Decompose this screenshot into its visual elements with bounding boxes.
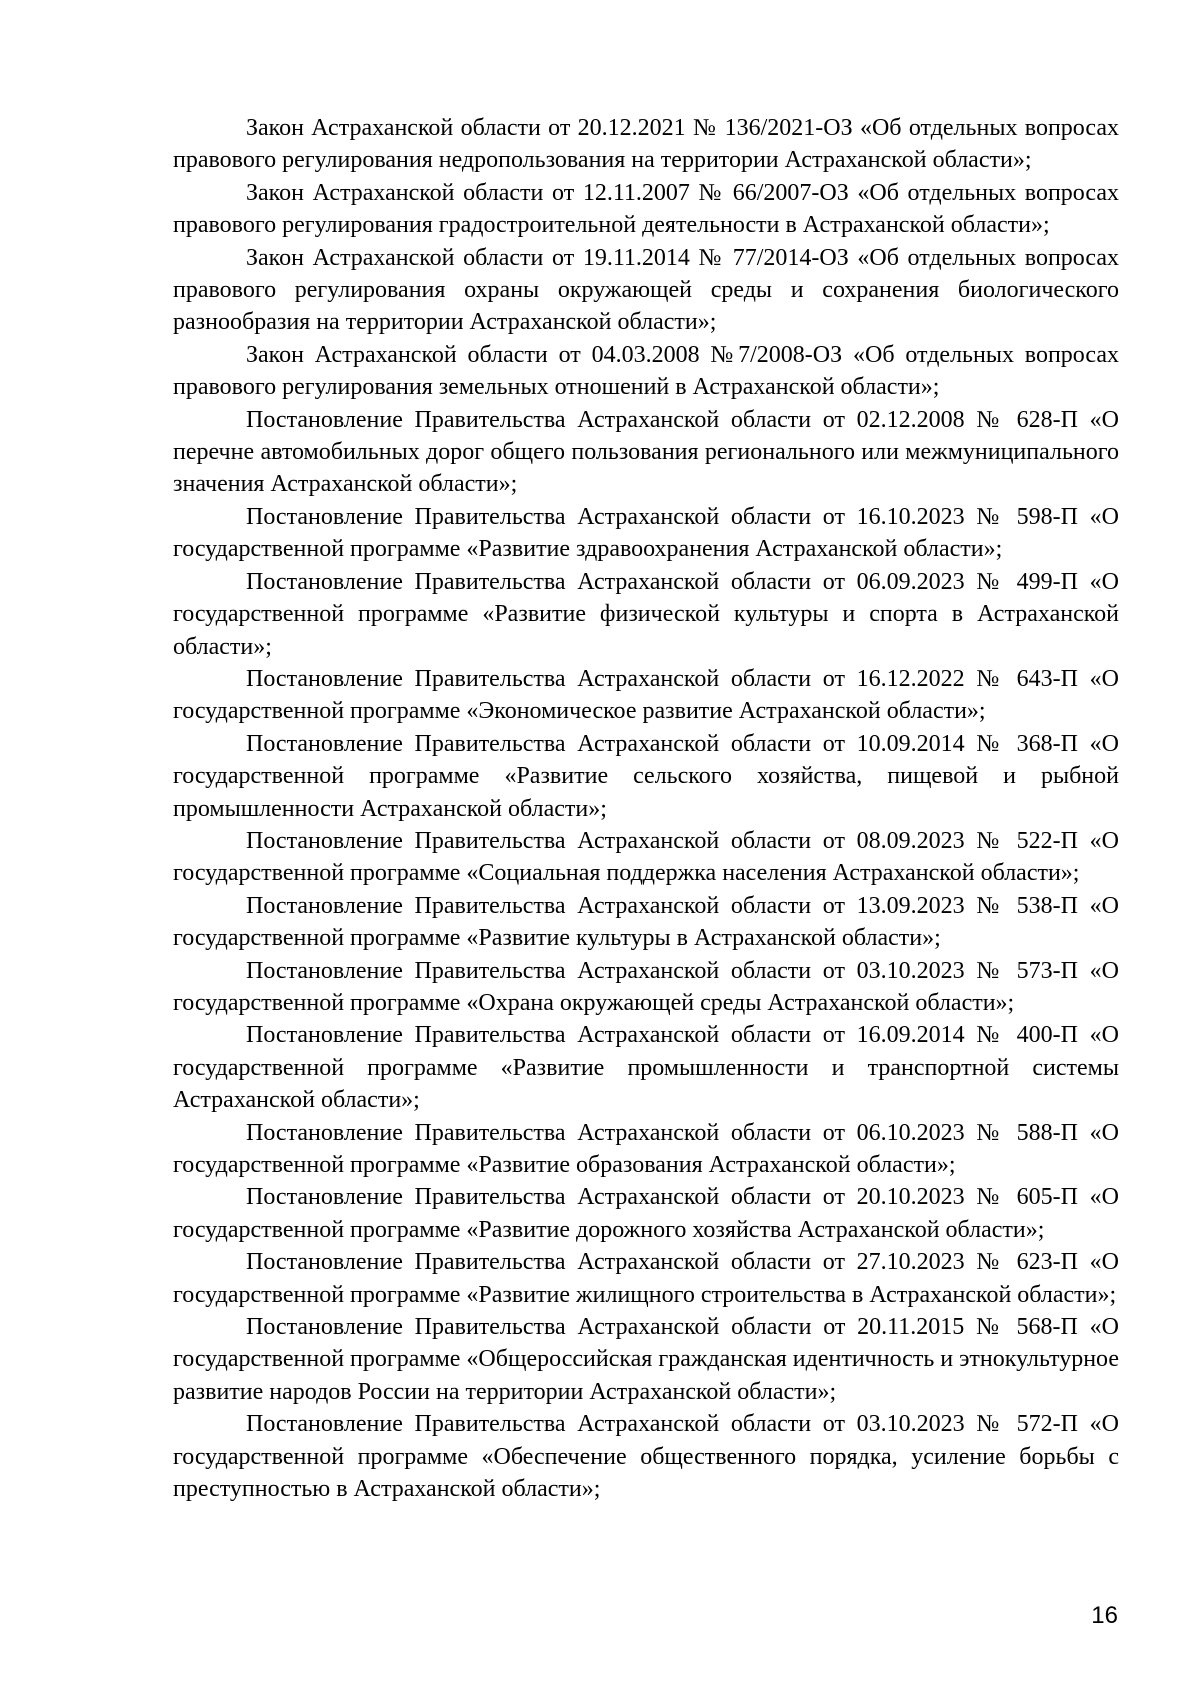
resolution-paragraph: Постановление Правительства Астраханской области от 08.09.2023 № 522-П «О государственной программе «Социальная поддержка населения Астраханской области»;: [173, 827, 1119, 887]
resolution-paragraph: Постановление Правительства Астраханской области от 16.12.2022 № 643-П «О государственной программе «Экономическое развитие Астраханской области»;: [173, 665, 1119, 725]
resolution-paragraph: Постановление Правительства Астраханской области от 06.09.2023 № 499-П «О государственной программе «Развитие физической культуры и спорта в Астраханской области»;: [173, 568, 1119, 660]
document-body: [173, 112, 1119, 1505]
resolution-paragraph: Постановление Правительства Астраханской области от 16.10.2023 № 598-П «О государственной программе «Развитие здравоохранения Астраханской области»;: [173, 503, 1119, 563]
resolution-paragraph: Постановление Правительства Астраханской области от 16.09.2014 № 400-П «О государственной программе «Развитие промышленности и транспортной системы Астраханской области»;: [173, 1022, 1119, 1114]
law-paragraph: Закон Астраханской области от 04.03.2008 №7/2008-ОЗ «Об отдельных вопросах правового регулирования земельных отношений в Астраханской области»;: [173, 341, 1119, 401]
resolution-paragraph: Постановление Правительства Астраханской области от 13.09.2023 № 538-П «О государственной программе «Развитие культуры в Астраханской области»;: [173, 892, 1119, 952]
law-paragraph: Закон Астраханской области от 19.11.2014 № 77/2014-ОЗ «Об отдельных вопросах правового регулирования охраны окружающей среды и сохранения биологического разнообразия на территории Астраханской области»;: [173, 244, 1119, 336]
resolution-paragraph: Постановление Правительства Астраханской области от 03.10.2023 № 572-П «О государственной программе «Обеспечение общественного порядка, усиление борьбы с преступностью в Астраханской области»;: [173, 1411, 1119, 1503]
resolution-paragraph: Постановление Правительства Астраханской области от 10.09.2014 № 368-П «О государственной программе «Развитие сельского хозяйства, пищевой и рыбной промышленности Астраханской области»;: [173, 730, 1119, 822]
resolution-paragraph: Постановление Правительства Астраханской области от 20.11.2015 № 568-П «О государственной программе «Общероссийская гражданская идентичность и этнокультурное развитие народов России на территории Астраханской области»;: [173, 1314, 1119, 1405]
law-paragraph: Закон Астраханской области от 20.12.2021 № 136/2021-ОЗ «Об отдельных вопросах правового регулирования недропользования на территории Астраханской области»;: [173, 115, 1119, 174]
resolution-paragraph: Постановление Правительства Астраханской области от 03.10.2023 № 573-П «О государственной программе «Охрана окружающей среды Астраханской области»;: [173, 957, 1119, 1016]
page-number: 16: [1091, 1602, 1118, 1629]
resolution-paragraph: Постановление Правительства Астраханской области от 02.12.2008 № 628-П «О перечне автомобильных дорог общего пользования регионального или межмуниципального значения Астраханской области»;: [173, 406, 1119, 498]
resolution-paragraph: Постановление Правительства Астраханской области от 06.10.2023 № 588-П «О государственной программе «Развитие образования Астраханской области»;: [173, 1119, 1119, 1178]
resolution-paragraph: Постановление Правительства Астраханской области от 20.10.2023 № 605-П «О государственной программе «Развитие дорожного хозяйства Астраханской области»;: [173, 1184, 1119, 1243]
resolution-paragraph: Постановление Правительства Астраханской области от 27.10.2023 № 623-П «О государственной программе «Развитие жилищного строительства в Астраханской области»;: [173, 1249, 1119, 1308]
law-paragraph: Закон Астраханской области от 12.11.2007 № 66/2007-ОЗ «Об отдельных вопросах правового регулирования градостроительной деятельности в Астраханской области»;: [173, 179, 1119, 239]
